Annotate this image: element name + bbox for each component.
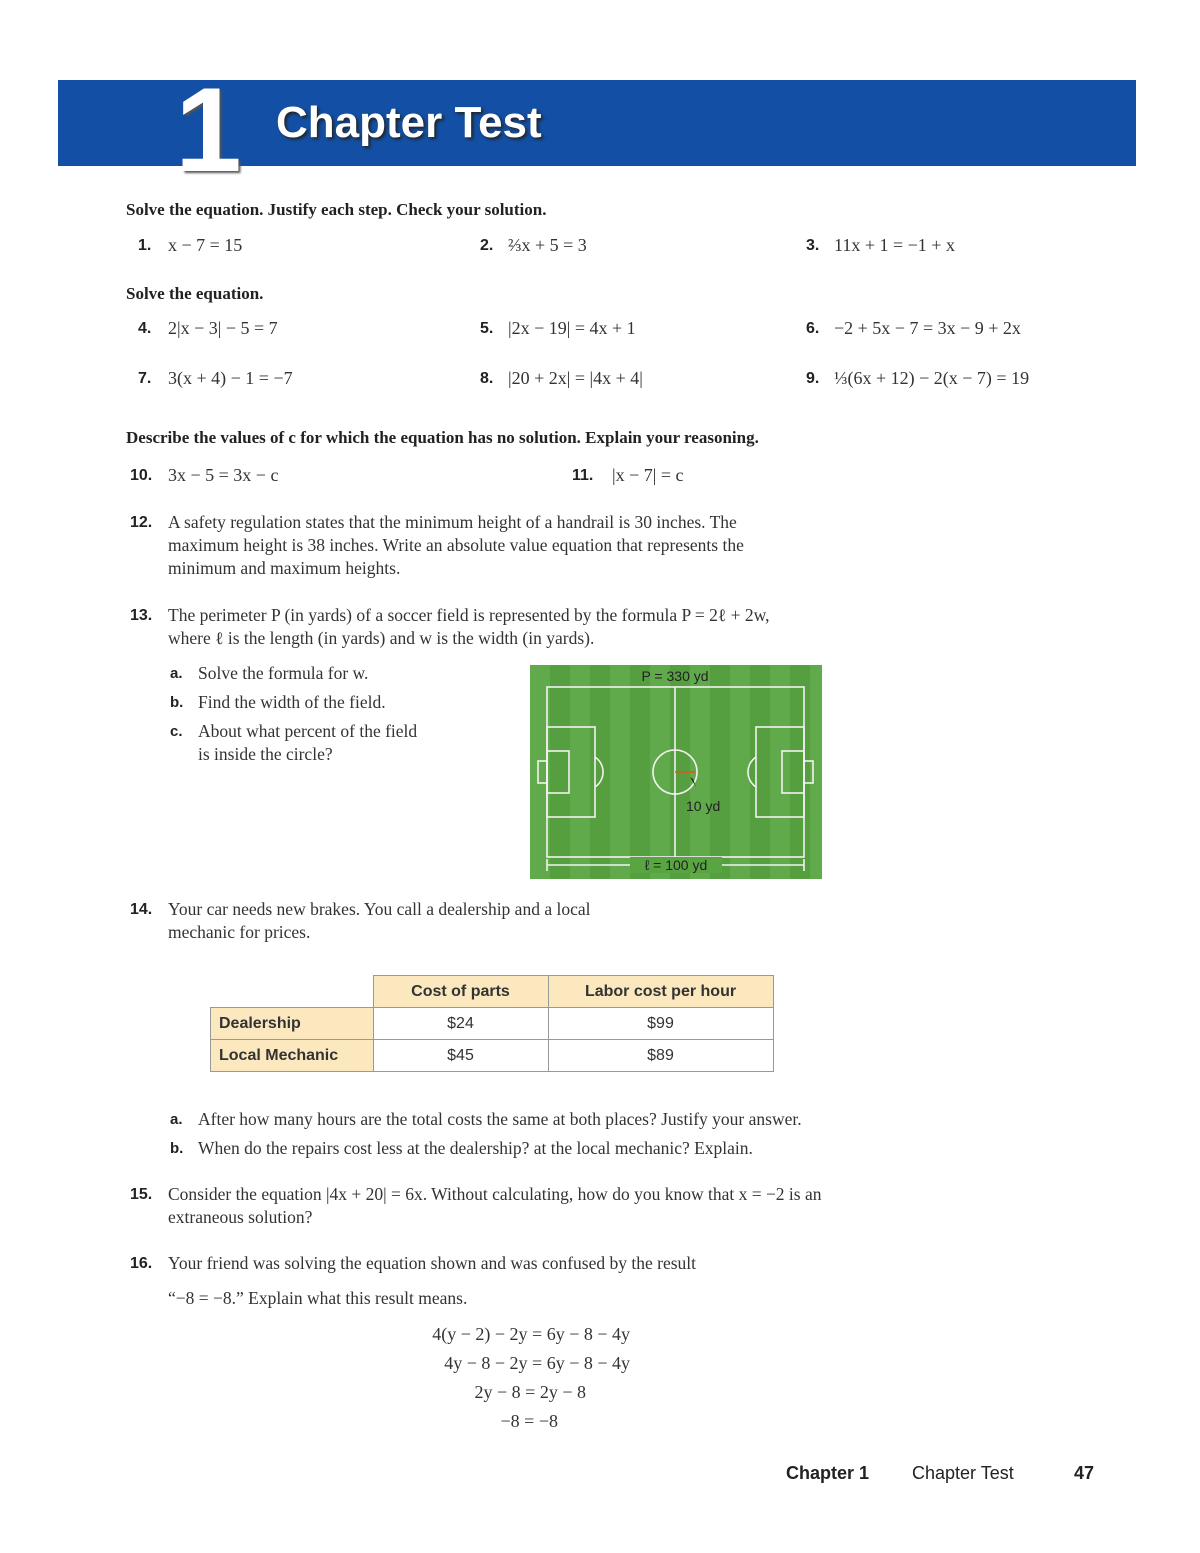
problem-equation: ⅔x + 5 = 3	[508, 235, 587, 255]
problem-number: 3.	[806, 237, 820, 254]
part-letter: a.	[170, 1111, 183, 1128]
part-text: Find the width of the field.	[198, 692, 386, 712]
text-line: mechanic for prices.	[168, 922, 311, 942]
footer-section: Chapter Test	[912, 1463, 1014, 1483]
work-line: −8 = −8	[500, 1411, 558, 1431]
chapter-number: 1	[175, 63, 238, 197]
part-text: After how many hours are the total costs the same at both places? Justify your answer.	[198, 1109, 802, 1129]
problem-number: 10.	[130, 467, 153, 484]
problem-number: 13.	[130, 607, 153, 624]
part-text	[198, 720, 417, 766]
problem-equation: |2x − 19| = 4x + 1	[508, 318, 636, 338]
column-header: Labor cost per hour	[548, 976, 773, 1008]
work-line: 4(y − 2) − 2y = 6y − 8 − 4y	[432, 1324, 630, 1344]
problem-number: 2.	[480, 237, 494, 254]
part-letter: b.	[170, 1140, 184, 1157]
table-row	[211, 1008, 774, 1040]
footer-chapter: Chapter 1	[786, 1463, 870, 1483]
text-line: is inside the circle?	[198, 744, 333, 764]
problem-number: 8.	[480, 370, 494, 387]
work-line: 4y − 8 − 2y = 6y − 8 − 4y	[444, 1353, 630, 1373]
text-line: The perimeter P (in yards) of a soccer field is represented by the formula P = 2ℓ + 2w,	[168, 605, 770, 625]
left-penalty-box	[547, 727, 595, 817]
left-penalty-arc	[595, 757, 603, 787]
part-letter: a.	[170, 665, 183, 682]
column-header: Cost of parts	[373, 976, 548, 1008]
problem-15-text	[168, 1183, 822, 1229]
problem-number: 1.	[138, 237, 152, 254]
table-header-row	[211, 976, 774, 1008]
problem-number: 5.	[480, 320, 494, 337]
problem-13-text	[168, 604, 770, 650]
part-text: Solve the formula for w.	[198, 663, 369, 683]
table-row	[211, 1040, 774, 1072]
problem-equation: 3(x + 4) − 1 = −7	[168, 368, 293, 388]
right-penalty-arc	[748, 757, 756, 787]
page-number: 47	[1074, 1463, 1095, 1483]
problem-number: 6.	[806, 320, 820, 337]
right-goal-box	[782, 751, 804, 793]
radius-label: 10 yd	[686, 798, 721, 814]
problem-number: 16.	[130, 1255, 153, 1272]
problem-equation: |20 + 2x| = |4x + 4|	[508, 368, 643, 388]
text-line: minimum and maximum heights.	[168, 558, 401, 578]
problem-number: 11.	[572, 467, 594, 484]
problem-equation: 3x − 5 = 3x − c	[168, 465, 279, 485]
right-goal	[804, 761, 813, 783]
text-line: where ℓ is the length (in yards) and w is the width (in yards).	[168, 628, 595, 648]
problem-16-line-2: “−8 = −8.” Explain what this result means.	[168, 1288, 468, 1308]
empty-corner	[211, 976, 374, 1008]
problem-12-text	[168, 511, 744, 580]
problem-number: 7.	[138, 370, 152, 387]
problem-number: 4.	[138, 320, 152, 337]
right-penalty-box	[756, 727, 804, 817]
text-line: Consider the equation |4x + 20| = 6x. Without calculating, how do you know that x = −2 is an	[168, 1184, 822, 1204]
part-letter: c.	[170, 723, 183, 740]
instruction-solve-justify: Solve the equation. Justify each step. Check your solution.	[126, 200, 547, 219]
problem-16-line-1: Your friend was solving the equation shown and was confused by the result	[168, 1253, 696, 1273]
left-goal	[538, 761, 547, 783]
chapter-title: Chapter Test	[276, 98, 542, 147]
problem-equation: 2|x − 3| − 5 = 7	[168, 318, 278, 338]
table-cell: $45	[373, 1040, 548, 1072]
table-cell: $89	[548, 1040, 773, 1072]
text-line: A safety regulation states that the minimum height of a handrail is 30 inches. The	[168, 512, 737, 532]
price-table	[210, 975, 774, 1072]
text-line: Your car needs new brakes. You call a dealership and a local	[168, 899, 591, 919]
text-line: About what percent of the field	[198, 721, 418, 741]
instruction-describe-c: Describe the values of c for which the equation has no solution. Explain your reasoning.	[126, 428, 759, 447]
problem-equation: ⅓(6x + 12) − 2(x − 7) = 19	[834, 368, 1030, 388]
problem-equation: −2 + 5x − 7 = 3x − 9 + 2x	[834, 318, 1021, 338]
problem-equation: x − 7 = 15	[168, 235, 243, 255]
problem-equation: |x − 7| = c	[612, 465, 684, 485]
soccer-field-lines	[530, 665, 822, 879]
instruction-solve: Solve the equation.	[126, 284, 264, 303]
table-cell: $99	[548, 1008, 773, 1040]
problem-14-text	[168, 898, 590, 944]
row-header: Dealership	[211, 1008, 374, 1040]
part-letter: b.	[170, 694, 184, 711]
soccer-field-figure	[530, 665, 822, 879]
length-label: ℓ = 100 yd	[644, 857, 708, 873]
problem-equation: 11x + 1 = −1 + x	[834, 235, 955, 255]
problem-number: 12.	[130, 514, 153, 531]
text-line: extraneous solution?	[168, 1207, 313, 1227]
table-cell: $24	[373, 1008, 548, 1040]
problem-number: 15.	[130, 1186, 153, 1203]
row-header: Local Mechanic	[211, 1040, 374, 1072]
work-line: 2y − 8 = 2y − 8	[474, 1382, 586, 1402]
problem-number: 9.	[806, 370, 820, 387]
text-line: maximum height is 38 inches. Write an absolute value equation that represents the	[168, 535, 744, 555]
perimeter-label: P = 330 yd	[641, 668, 709, 684]
problem-number: 14.	[130, 901, 153, 918]
left-goal-box	[547, 751, 569, 793]
part-text: When do the repairs cost less at the dealership? at the local mechanic? Explain.	[198, 1138, 753, 1158]
